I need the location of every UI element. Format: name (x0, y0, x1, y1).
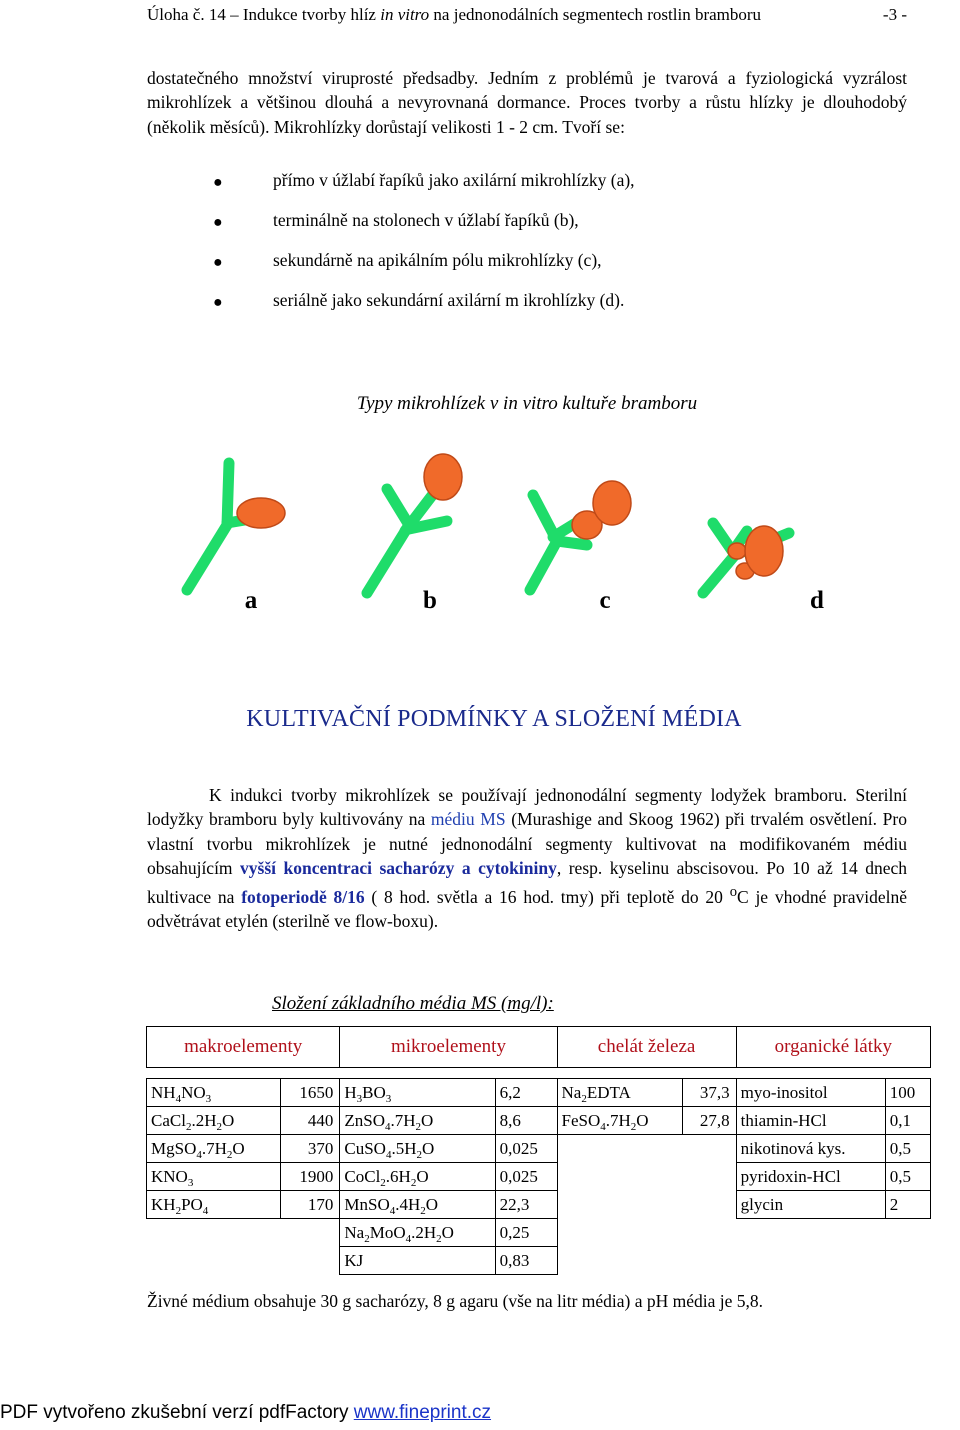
micro-value-cell: 22,3 (495, 1191, 557, 1219)
iron-name-cell (557, 1191, 683, 1219)
macro-name-cell: $KNO_3$ (147, 1163, 281, 1191)
macro-name-cell: $CaCl_2.2H_2O$ (147, 1107, 281, 1135)
page-header (147, 4, 907, 26)
plantlet-b-drawing (367, 454, 462, 593)
macro-value-cell: 1900 (281, 1163, 340, 1191)
macro-value-cell: 370 (281, 1135, 340, 1163)
micro-value-cell: 0,83 (495, 1247, 557, 1275)
table-body (147, 1068, 931, 1275)
organic-name-cell: glycin (736, 1191, 885, 1219)
iron-name-cell: $Na_2EDTA$ (557, 1079, 683, 1107)
list-item: ● sekundárně na apikálním pólu mikrohlízky (c), (147, 246, 907, 286)
organic-value-cell: 2 (885, 1191, 930, 1219)
list-item: ● terminálně na stolonech v úžlabí řapíků (b), (147, 206, 907, 246)
iron-value-cell: 37,3 (683, 1079, 736, 1107)
organic-name-cell: pyridoxin-HCl (736, 1163, 885, 1191)
table-row (147, 1191, 931, 1219)
photoperiod-highlight: fotoperiodě 8/16 (241, 887, 365, 908)
organic-name-cell (736, 1219, 885, 1247)
micro-value-cell: 0,025 (495, 1163, 557, 1191)
ms-medium-table (146, 1026, 931, 1275)
header-title: Úloha č. 14 – Indukce tvorby hlíz in vitro na jednonodálních segmentech rostlin bramboru (147, 5, 762, 24)
micro-value-cell: 8,6 (495, 1107, 557, 1135)
iron-value-cell (683, 1247, 736, 1275)
micro-name-cell: $Na_2MoO_4.2H_2O$ (340, 1219, 495, 1247)
label-a: a (244, 587, 258, 614)
macro-name-cell: $NH_4NO_3$ (147, 1079, 281, 1107)
degree-mark: o (729, 884, 737, 901)
figure-title: Typy mikrohlízek v in vitro kultuře bramboru (356, 393, 698, 414)
organic-name-cell: myo-inositol (736, 1079, 885, 1107)
table-spacer-row (147, 1068, 931, 1079)
header-iron: chelát železa (557, 1027, 736, 1068)
iron-name-cell (557, 1247, 683, 1275)
microtuber-figure (147, 425, 827, 630)
macro-name-cell: $MgSO_4.7H_2O$ (147, 1135, 281, 1163)
bullet-icon: ● (213, 214, 223, 231)
macro-value-cell (281, 1247, 340, 1275)
micro-name-cell: $ZnSO_4.7H_2O$ (340, 1107, 495, 1135)
label-c: c (599, 587, 611, 614)
header-macro: makroelementy (147, 1027, 340, 1068)
organic-name-cell: thiamin-HCl (736, 1107, 885, 1135)
table-row (147, 1135, 931, 1163)
macro-name-cell (147, 1247, 281, 1275)
table-row (147, 1219, 931, 1247)
macro-name-cell: $KH_2PO_4$ (147, 1191, 281, 1219)
conditions-paragraph: K indukci tvorby mikrohlízek se používají jednonodální segmenty lodyžek bramboru. Sterilní lodyžky bramboru byly kultivovány na médiu MS (Murashige and Skoog 1962) při trvalém osvětlení. Pro vlastní tvorbu mikrohlízek je nutné jednonodální segmenty kultivovat na modifikovaném médiu obsahujícím vyšší koncentraci sacharózy a cytokininy, resp. kyselinu abscisovou. Po 10 až 14 dnech kultivace na fotoperiodě 8/16 ( 8 hod. světla a 16 hod. tmy) při teplotě do 20 $^o$C je vhodné pravidelně odvětrávat etylén (sterilně ve flow-boxu). (147, 785, 908, 932)
final-note: Živné médium obsahuje 30 g sacharózy, 8 g agaru (vše na litr média) a pH média je 5,8. (147, 1291, 764, 1311)
pdf-footer: PDF vytvořeno zkušební verzí pdfFactory www.fineprint.cz (0, 1402, 492, 1423)
organic-value-cell: 100 (885, 1079, 930, 1107)
macro-value-cell: 170 (281, 1191, 340, 1219)
bullet-icon: ● (213, 254, 223, 271)
table-row (147, 1247, 931, 1275)
iron-name-cell: $FeSO_4.7H_2O$ (557, 1107, 683, 1135)
bullet-icon: ● (213, 174, 223, 191)
micro-name-cell: $H_3BO_3$ (340, 1079, 495, 1107)
iron-value-cell (683, 1163, 736, 1191)
list-item: ● seriálně jako sekundární axilární m ikrohlízky (d). (147, 286, 907, 326)
label-d: d (810, 587, 824, 614)
organic-value-cell (885, 1219, 930, 1247)
iron-name-cell (557, 1219, 683, 1247)
macro-name-cell (147, 1219, 281, 1247)
macro-value-cell: 1650 (281, 1079, 340, 1107)
plantlet-a-drawing (187, 463, 285, 590)
organic-value-cell: 0,1 (885, 1107, 930, 1135)
iron-value-cell: 27,8 (683, 1107, 736, 1135)
table-row (147, 1107, 931, 1135)
organic-value-cell (885, 1247, 930, 1275)
header-micro: mikroelementy (340, 1027, 557, 1068)
label-b: b (423, 587, 437, 614)
plantlet-d-drawing (703, 523, 789, 593)
micro-name-cell: KJ (340, 1247, 495, 1275)
list-item: ● přímo v úžlabí řapíků jako axilární mikrohlízky (a), (147, 166, 907, 206)
organic-value-cell: 0,5 (885, 1135, 930, 1163)
micro-value-cell: 0,25 (495, 1219, 557, 1247)
fineprint-link[interactable]: www.fineprint.cz (353, 1402, 492, 1423)
plantlet-c-drawing (530, 481, 631, 590)
micro-name-cell: $CuSO_4.5H_2O$ (340, 1135, 495, 1163)
page-number: -3 - (882, 5, 907, 24)
iron-value-cell (683, 1135, 736, 1163)
micro-value-cell: 0,025 (495, 1135, 557, 1163)
medium-highlight: médiu MS (430, 809, 506, 830)
table-row (147, 1163, 931, 1191)
iron-name-cell (557, 1163, 683, 1191)
macro-value-cell (281, 1219, 340, 1247)
concentration-highlight: vyšší koncentraci sacharózy a cytokininy (240, 857, 557, 878)
tuber-type-list (147, 166, 907, 326)
iron-value-cell (683, 1191, 736, 1219)
table-row (147, 1079, 931, 1107)
table-title: Složení základního média MS (mg/l): (272, 993, 554, 1014)
organic-name-cell (736, 1247, 885, 1275)
bullet-icon: ● (213, 294, 223, 311)
table-header-row (147, 1027, 931, 1068)
header-organic: organické látky (736, 1027, 930, 1068)
iron-name-cell (557, 1135, 683, 1163)
section-title: KULTIVAČNÍ PODMÍNKY A SLOŽENÍ MÉDIA (246, 706, 742, 732)
micro-name-cell: $CoCl_2.6H_2O$ (340, 1163, 495, 1191)
iron-value-cell (683, 1219, 736, 1247)
micro-name-cell: $MnSO_4.4H_2O$ (340, 1191, 495, 1219)
organic-value-cell: 0,5 (885, 1163, 930, 1191)
micro-value-cell: 6,2 (495, 1079, 557, 1107)
organic-name-cell: nikotinová kys. (736, 1135, 885, 1163)
macro-value-cell: 440 (281, 1107, 340, 1135)
intro-paragraph: dostatečného množství viruprosté předsadby. Jedním z problémů je tvarová a fyziologická vyzrálost mikrohlízek a většinou dlouhá a nevyrovnaná dormance. Proces tvorby a růstu hlízky je dlouhodobý (několik měsíců). Mikrohlízky dorůstají velikosti 1 - 2 cm. Tvoří se: (147, 68, 907, 137)
